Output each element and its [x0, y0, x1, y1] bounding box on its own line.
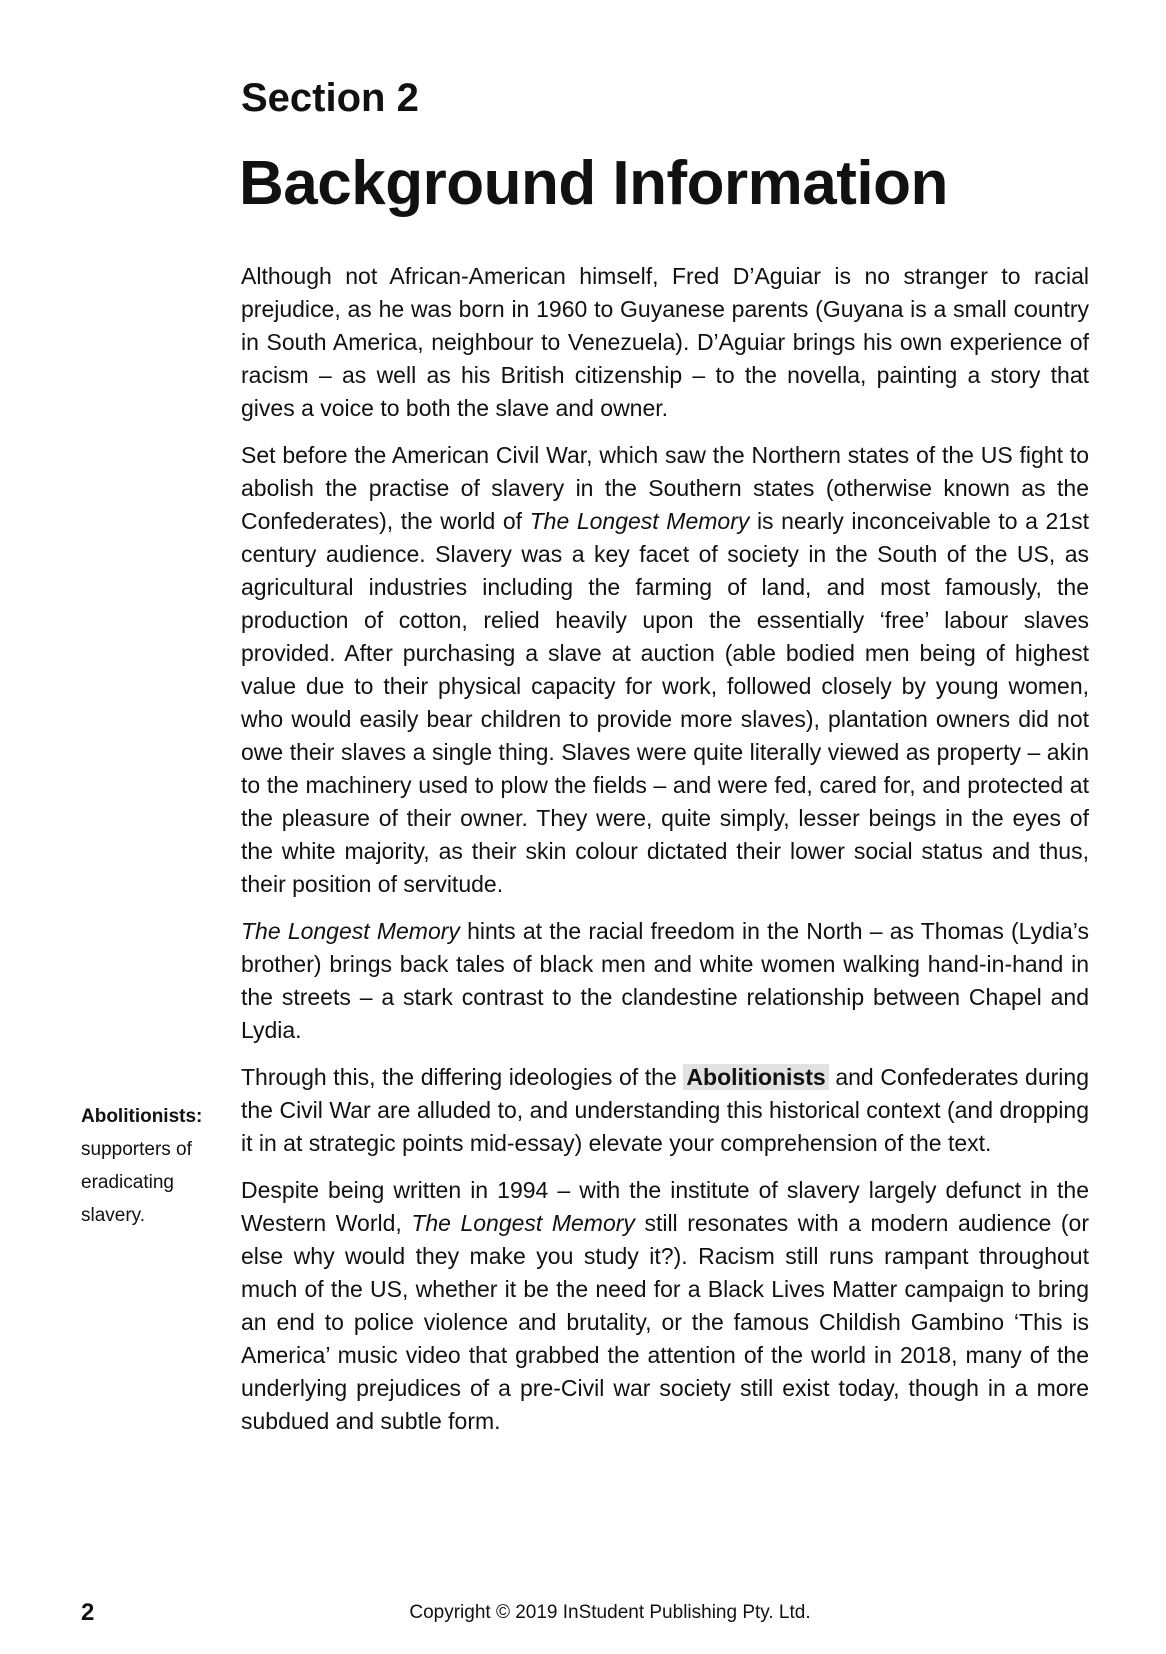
body-text — [241, 260, 1089, 1452]
text-run: Through this, the differing ideologies of the — [241, 1064, 684, 1090]
section-label: Section 2 — [241, 76, 419, 120]
text-run: Despite being written in 1994 – with the institute of slavery largely defunct in the Western World, — [241, 1177, 1089, 1236]
book-title: The Longest Memory — [241, 918, 460, 944]
copyright-notice — [0, 1602, 1166, 1624]
highlighted-term: Abolitionists — [683, 1064, 828, 1090]
paragraph — [241, 260, 1089, 425]
text-run: and Confederates during the Civil War are alluded to, and understanding this historical context (and dropping it in at strategic points mid-essay) elevate your comprehension of the text. — [241, 1064, 1089, 1156]
page-title: Background Information — [239, 149, 948, 218]
margin-glossary-note — [81, 1100, 231, 1232]
copyright-text: Copyright © 2019 InStudent Publishing Pty. Ltd. — [409, 1602, 811, 1623]
book-title: The Longest Memory — [411, 1210, 635, 1236]
book-title: The Longest Memory — [529, 508, 750, 534]
text-run: Although not African-American himself, Fred D’Aguiar is no stranger to racial prejudice, as he was born in 1960 to Guyanese parents (Guyana is a small country in South America, neighbour to Venezuela). D’Aguiar brings his own experience of racism – as well as his British citizenship – to the novella, painting a story that gives a voice to both the slave and owner. — [241, 263, 1089, 421]
paragraph — [241, 1174, 1089, 1438]
text-run: still resonates with a modern audience (or else why would they make you study it?). Racism still runs rampant throughout much of the US, whether it be the need for a Black Lives Matter campaign to bring an end to police violence and brutality, or the famous Childish Gambino ‘This is America’ music video that grabbed the attention of the world in 2018, many of the underlying prejudices of a pre-Civil war society still exist today, though in a more subdued and subtle form. — [241, 1210, 1089, 1434]
text-run: hints at the racial freedom in the North – as Thomas (Lydia’s brother) brings back tales of black men and white women walking hand-in-hand in the streets – a stark contrast to the clandestine relationship between Chapel and Lydia. — [241, 918, 1089, 1043]
glossary-definition: supporters of eradicating slavery. — [81, 1139, 192, 1226]
paragraph — [241, 915, 1089, 1047]
paragraph — [241, 439, 1089, 901]
glossary-term: Abolitionists: — [81, 1106, 203, 1127]
paragraph — [241, 1061, 1089, 1160]
text-run: is nearly inconceivable to a 21st century audience. Slavery was a key facet of society in the South of the US, as agricultural industries including the farming of land, and most famously, the production of cotton, relied heavily upon the essentially ‘free’ labour slaves provided. After purchasing a slave at auction (able bodied men being of highest value due to their physical capacity for work, followed closely by young women, who would easily bear children to provide more slaves), plantation owners did not owe their slaves a single thing. Slaves were quite literally viewed as property – akin to the machinery used to plow the fields – and were fed, cared for, and protected at the pleasure of their owner. They were, quite simply, lesser beings in the eyes of the white majority, as their skin colour dictated their lower social status and thus, their position of servitude. — [241, 508, 1089, 897]
page-number: 2 — [81, 1599, 95, 1626]
text-run: Set before the American Civil War, which saw the Northern states of the US fight to abolish the practise of slavery in the Southern states (otherwise known as the Confederates), the world of — [241, 442, 1089, 534]
